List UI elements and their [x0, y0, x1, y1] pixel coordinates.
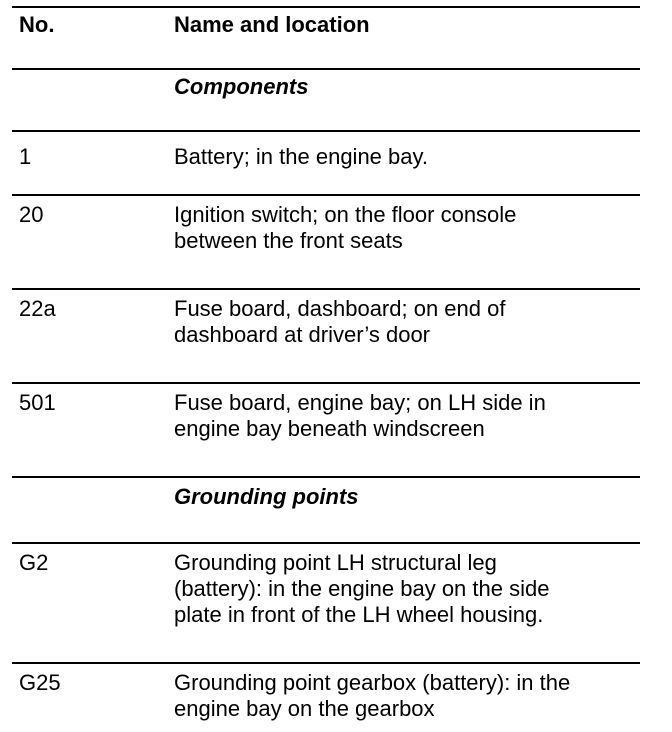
row-description-line: Fuse board, engine bay; on LH side in [174, 390, 546, 415]
row-description [174, 202, 644, 254]
header-no: No. [19, 12, 55, 37]
header-name-location: Name and location [174, 12, 370, 37]
row-no: 501 [19, 390, 56, 415]
row-no: 22a [19, 296, 56, 321]
row-description-line: Grounding point gearbox (battery): in the [174, 670, 571, 695]
section-row-components [12, 70, 640, 130]
row-description-line: Grounding point LH structural leg [174, 550, 497, 575]
row-description-line: Battery; in the engine bay. [174, 144, 428, 169]
row-description-line: Ignition switch; on the floor console [174, 202, 517, 227]
row-description-line: Fuse board, dashboard; on end of [174, 296, 506, 321]
row-description [174, 144, 644, 170]
row-description [174, 550, 644, 628]
section-heading-grounding: Grounding points [174, 484, 359, 509]
row-description [174, 670, 644, 722]
row-description-line: (battery): in the engine bay on the side [174, 576, 550, 601]
table-row [12, 196, 640, 288]
section-row-grounding [12, 478, 640, 542]
row-description [174, 390, 644, 442]
row-description [174, 296, 644, 348]
row-description-line: plate in front of the LH wheel housing. [174, 602, 544, 627]
table-row [12, 544, 640, 662]
table-header-row [12, 8, 640, 68]
section-heading-components: Components [174, 74, 309, 99]
components-table [12, 6, 640, 730]
row-description-line: engine bay beneath windscreen [174, 416, 485, 441]
row-no: G25 [19, 670, 61, 695]
table-row [12, 384, 640, 476]
row-description-line: engine bay on the gearbox [174, 696, 435, 721]
table-row [12, 664, 640, 730]
row-no: 1 [19, 144, 32, 169]
table-row [12, 132, 640, 194]
table-row [12, 290, 640, 382]
row-description-line: between the front seats [174, 228, 403, 253]
row-no: G2 [19, 550, 49, 575]
row-no: 20 [19, 202, 44, 227]
row-description-line: dashboard at driver’s door [174, 322, 431, 347]
